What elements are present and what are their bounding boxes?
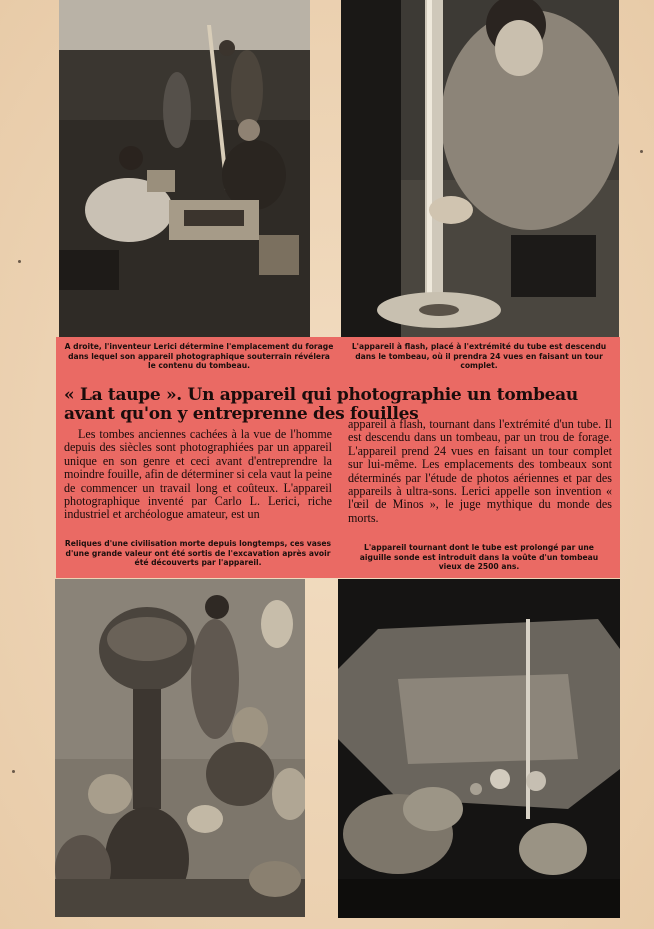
article-column-1 (64, 428, 332, 522)
caption-top-left: A droite, l'inventeur Lerici détermine l'emplacement du forage dans lequel son appareil photographique souterrain révélera le contenu du tombeau. (64, 342, 334, 371)
margin-dot-3 (640, 150, 643, 153)
photo-tube-device (341, 0, 619, 337)
margin-dot-1 (18, 260, 21, 263)
caption-bottom-left: Reliques d'une civilisation morte depuis longtemps, ces vases d'une grande valeur ont été sortis de l'excavation après avoir été découverts par l'appareil. (64, 539, 332, 568)
photo-vases (55, 579, 305, 917)
caption-top-right: L'appareil à flash, placé à l'extrémité du tube est descendu dans le tombeau, où il prendra 24 vues en faisant un tour complet. (351, 342, 607, 371)
margin-dot-2 (12, 770, 15, 773)
photo-survey-team (59, 0, 310, 337)
photo-tomb-interior (338, 579, 620, 918)
article-headline: « La taupe ». Un appareil qui photographie un tombeau avant qu'on y entreprenne des fouilles (64, 385, 578, 424)
article-column-2 (348, 418, 612, 525)
caption-bottom-right: L'appareil tournant dont le tube est prolongé par une aiguille sonde est introduit dans la voûte d'un tombeau vieux de 2500 ans. (359, 543, 599, 572)
article-column-2-text: appareil à flash, tournant dans l'extrémité d'un tube. Il est descendu dans un tombeau, par un trou de forage. L'appareil prend 24 vues en faisant un tour complet sur lui-même. Les emplacements des tombeaux sont déterminés par l'étude de photos aériennes et par des appareils à ultra-sons. Lerici appelle son invention « l'œil de Minos », le juge mythique du monde des morts. (348, 417, 612, 525)
article-column-1-text: Les tombes anciennes cachées à la vue de l'homme depuis des siècles sont photographiées par un appareil unique en son genre et ceci avant d'entreprendre la moindre fouille, afin de déterminer si cela vaut la peine de commencer un travail long et coûteux. L'appareil photographique inventé par Carlo L. Lerici, riche industriel et archéologue amateur, est un (64, 427, 332, 522)
